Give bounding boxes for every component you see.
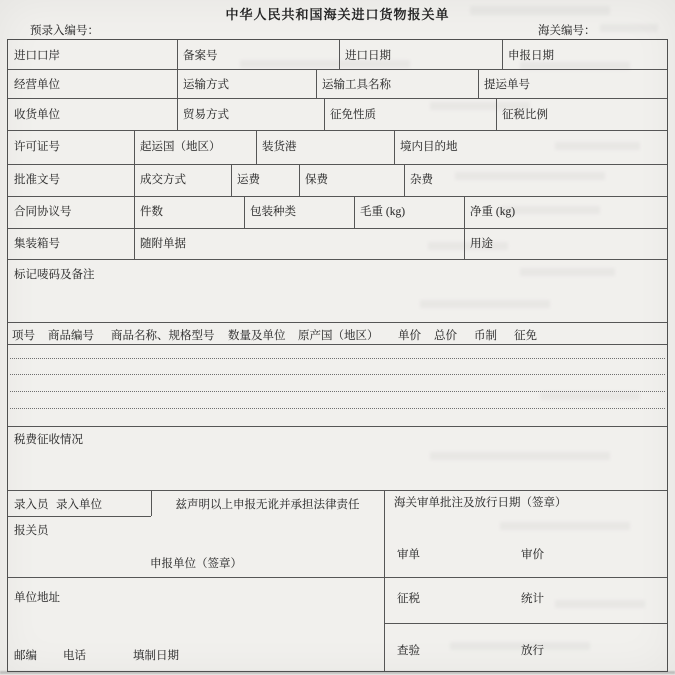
operator-unit-label: 经营单位 bbox=[14, 79, 60, 91]
col-divider bbox=[177, 98, 178, 130]
row-divider bbox=[8, 69, 667, 70]
footer-main-divider bbox=[384, 490, 385, 671]
transaction-mode-label: 成交方式 bbox=[140, 174, 186, 186]
col-divider bbox=[464, 196, 465, 228]
insurance-fee-label: 保费 bbox=[305, 174, 328, 186]
col-divider bbox=[339, 40, 340, 69]
col-divider bbox=[134, 228, 135, 259]
declare-date-label: 申报日期 bbox=[508, 50, 554, 62]
tax-ratio-label: 征税比例 bbox=[502, 109, 548, 121]
bill-of-lading-label: 提运单号 bbox=[484, 79, 530, 91]
price-review-label: 审价 bbox=[521, 549, 544, 561]
entry-unit-label: 录入单位 bbox=[56, 499, 102, 511]
row-divider bbox=[8, 322, 667, 323]
transport-mode-label: 运输方式 bbox=[183, 79, 229, 91]
unit-address-label: 单位地址 bbox=[14, 592, 60, 604]
contract-no-label: 合同协议号 bbox=[14, 206, 72, 218]
departure-country-label: 起运国（地区） bbox=[140, 141, 221, 153]
col-divider bbox=[244, 196, 245, 228]
freight-label: 运费 bbox=[237, 174, 260, 186]
goods-item-dotted-line bbox=[10, 374, 665, 375]
col-divider bbox=[324, 98, 325, 130]
release-label: 放行 bbox=[521, 645, 544, 657]
col-divider bbox=[231, 164, 232, 196]
container-no-label: 集装箱号 bbox=[14, 238, 60, 250]
approval-doc-no-label: 批准文号 bbox=[14, 174, 60, 186]
col-divider bbox=[134, 196, 135, 228]
package-type-label: 包装种类 bbox=[250, 206, 296, 218]
consignee-unit-label: 收货单位 bbox=[14, 109, 60, 121]
pre-entry-number-label: 预录入编号： bbox=[30, 25, 99, 37]
customs-right-divider bbox=[384, 623, 667, 624]
import-date-label: 进口日期 bbox=[345, 50, 391, 62]
col-divider bbox=[256, 130, 257, 164]
declaration-statement: 兹声明以上申报无讹并承担法律责任 bbox=[175, 499, 360, 511]
gross-weight-label: 毛重 (kg) bbox=[360, 206, 406, 218]
col-divider bbox=[394, 130, 395, 164]
domestic-destination-label: 境内目的地 bbox=[400, 141, 458, 153]
statistics-label: 统计 bbox=[521, 593, 544, 605]
goods-header-currency: 币制 bbox=[474, 330, 497, 342]
customs-note-label: 海关审单批注及放行日期（签章） bbox=[394, 497, 567, 509]
col-divider bbox=[478, 69, 479, 98]
row-divider bbox=[8, 98, 667, 99]
piece-count-label: 件数 bbox=[140, 206, 163, 218]
col-divider bbox=[496, 98, 497, 130]
col-divider bbox=[316, 69, 317, 98]
goods-header-total-price: 总价 bbox=[434, 330, 457, 342]
goods-header-origin-country: 原产国（地区） bbox=[298, 330, 379, 342]
marks-remarks-label: 标记唛码及备注 bbox=[14, 269, 95, 281]
trade-mode-label: 贸易方式 bbox=[183, 109, 229, 121]
row-divider bbox=[8, 164, 667, 165]
inspection-label: 查验 bbox=[397, 645, 420, 657]
form-title: 中华人民共和国海关进口货物报关单 bbox=[225, 7, 450, 22]
misc-fee-label: 杂费 bbox=[410, 174, 433, 186]
import-port-label: 进口口岸 bbox=[14, 50, 60, 62]
row-divider bbox=[8, 130, 667, 131]
goods-item-dotted-line bbox=[10, 408, 665, 409]
postcode-label: 邮编 bbox=[14, 650, 37, 662]
loading-port-label: 装货港 bbox=[262, 141, 297, 153]
row-divider bbox=[8, 490, 667, 491]
row-divider bbox=[8, 426, 667, 427]
col-divider bbox=[177, 69, 178, 98]
col-divider bbox=[177, 40, 178, 69]
tax-collection-label: 税费征收情况 bbox=[14, 434, 83, 446]
row-divider bbox=[8, 344, 667, 345]
declarant-label: 报关员 bbox=[14, 525, 49, 537]
customs-number-label: 海关编号： bbox=[538, 25, 596, 37]
vehicle-name-label: 运输工具名称 bbox=[322, 79, 391, 91]
goods-header-qty-unit: 数量及单位 bbox=[228, 330, 286, 342]
entry-clerk-label: 录入员 bbox=[14, 499, 49, 511]
col-divider bbox=[354, 196, 355, 228]
goods-header-levy-exempt: 征免 bbox=[514, 330, 537, 342]
net-weight-label: 净重 (kg) bbox=[470, 206, 516, 218]
row-divider bbox=[8, 259, 667, 260]
col-divider bbox=[404, 164, 405, 196]
col-divider bbox=[502, 40, 503, 69]
record-no-label: 备案号 bbox=[183, 50, 218, 62]
col-divider bbox=[299, 164, 300, 196]
goods-item-dotted-line bbox=[10, 358, 665, 359]
row-divider bbox=[8, 196, 667, 197]
declare-unit-seal-label: 申报单位（签章） bbox=[150, 558, 242, 570]
bleed-through-artifact bbox=[600, 24, 658, 32]
row-divider bbox=[8, 577, 667, 578]
doc-review-label: 审单 bbox=[397, 549, 420, 561]
row-divider bbox=[8, 228, 667, 229]
license-no-label: 许可证号 bbox=[14, 141, 60, 153]
purpose-label: 用途 bbox=[470, 238, 493, 250]
col-divider bbox=[134, 130, 135, 164]
col-divider bbox=[134, 164, 135, 196]
entry-clerk-cell-bottom-line bbox=[8, 516, 151, 517]
goods-header-name-spec: 商品名称、规格型号 bbox=[111, 330, 215, 342]
goods-header-commodity-code: 商品编号 bbox=[48, 330, 94, 342]
phone-label: 电话 bbox=[63, 650, 86, 662]
taxation-label: 征税 bbox=[397, 593, 420, 605]
declaration-form-grid bbox=[7, 39, 668, 672]
goods-header-item-no: 项号 bbox=[12, 330, 35, 342]
goods-item-dotted-line bbox=[10, 391, 665, 392]
goods-header-unit-price: 单价 bbox=[398, 330, 421, 342]
fill-date-label: 填制日期 bbox=[133, 650, 179, 662]
attached-documents-label: 随附单据 bbox=[140, 238, 186, 250]
levy-exempt-nature-label: 征免性质 bbox=[330, 109, 376, 121]
col-divider bbox=[464, 228, 465, 259]
